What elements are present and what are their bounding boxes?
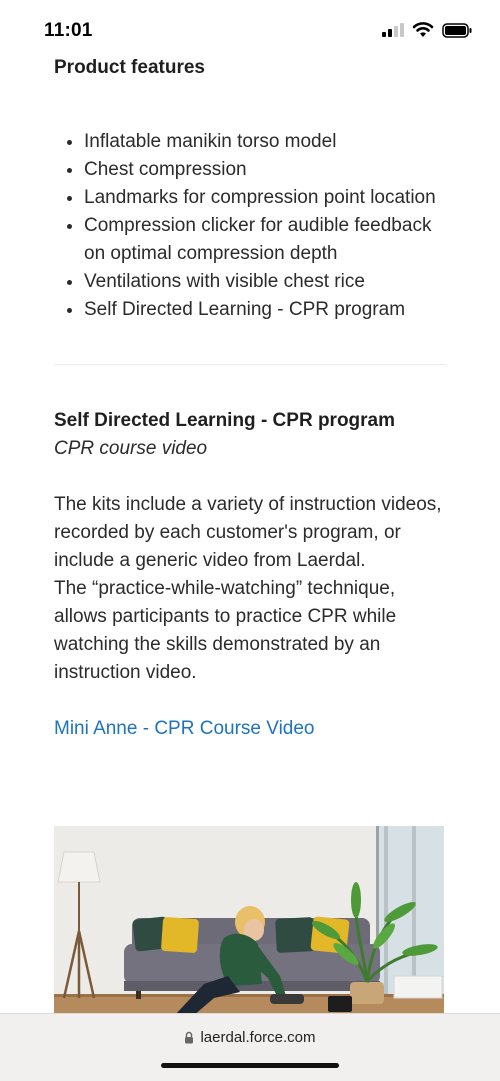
sdl-paragraph-2: The “practice-while-watching” technique, allows participants to practice CPR while watching the skills demonstrated by an instruction video.	[54, 578, 397, 683]
battery-icon	[442, 23, 472, 38]
product-features-list	[54, 128, 446, 324]
list-item: • Compression clicker for audible feedback on optimal compression depth	[84, 212, 446, 268]
sdl-description	[54, 491, 446, 687]
course-video-image[interactable]	[54, 826, 444, 1026]
list-item: • Ventilations with visible chest rice	[84, 268, 446, 296]
sdl-title: Self Directed Learning - CPR program	[54, 410, 396, 431]
sdl-paragraph-1: The kits include a variety of instruction videos, recorded by each customer's program, or include a generic video from Laerdal.	[54, 494, 442, 571]
product-features-heading: Product features	[54, 57, 205, 78]
status-time: 11:01	[44, 20, 93, 41]
home-indicator[interactable]	[161, 1063, 339, 1068]
wifi-icon	[412, 22, 434, 38]
url-text: laerdal.force.com	[200, 1029, 316, 1046]
status-bar	[0, 0, 500, 62]
lock-icon	[184, 1031, 194, 1044]
browser-address-bar[interactable]	[0, 1013, 500, 1081]
sdl-subtitle: CPR course video	[54, 438, 208, 459]
page-content	[54, 54, 446, 743]
status-icons	[382, 22, 472, 38]
living-room-photo	[54, 826, 444, 1026]
url-display[interactable]	[0, 1029, 500, 1046]
list-item: • Chest compression	[84, 156, 446, 184]
list-item: • Inflatable manikin torso model	[84, 128, 446, 156]
section-divider	[54, 364, 446, 365]
signal-icon	[382, 23, 404, 37]
list-item: • Landmarks for compression point location	[84, 184, 446, 212]
list-item: • Self Directed Learning - CPR program	[84, 296, 446, 324]
course-video-link[interactable]: Mini Anne - CPR Course Video	[54, 718, 315, 739]
